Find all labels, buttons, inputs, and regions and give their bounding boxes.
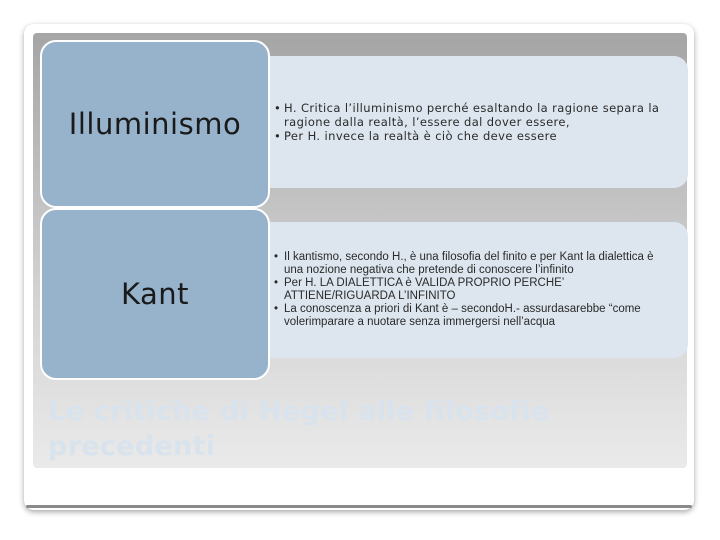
kant-bullet-list [274, 251, 670, 329]
frame-bottom-line [26, 505, 692, 508]
slide-title: Le critiche di Hegel alle filosofie precedenti [48, 396, 550, 462]
bullet-item: • Per H. invece la realtà è ciò che deve essere [274, 129, 670, 143]
bullet-item: • Il kantismo, secondo H., è una filosofia del finito e per Kant la dialettica è una nozione negativa che pretende di conoscere l’infinito [274, 251, 670, 277]
kant-content-box [260, 222, 688, 358]
bullet-item: • H. Critica l’illuminismo perché esaltando la ragione separa la ragione dalla realtà, l’essere dal dover essere, [274, 101, 670, 129]
kant-label: Kant [40, 208, 270, 380]
illuminismo-content-box [260, 56, 688, 188]
bullet-item: • Per H. LA DIALETTICA è VALIDA PROPRIO PERCHE’ ATTIENE/RIGUARDA L’INFINITO [274, 277, 670, 303]
bullet-item: • La conoscenza a priori di Kant è – secondoH.- assurdasarebbe “come volerimparare a nuotare senza immergersi nell’acqua [274, 303, 670, 329]
illuminismo-label: Illuminismo [40, 40, 270, 208]
illuminismo-bullet-list [274, 101, 670, 143]
